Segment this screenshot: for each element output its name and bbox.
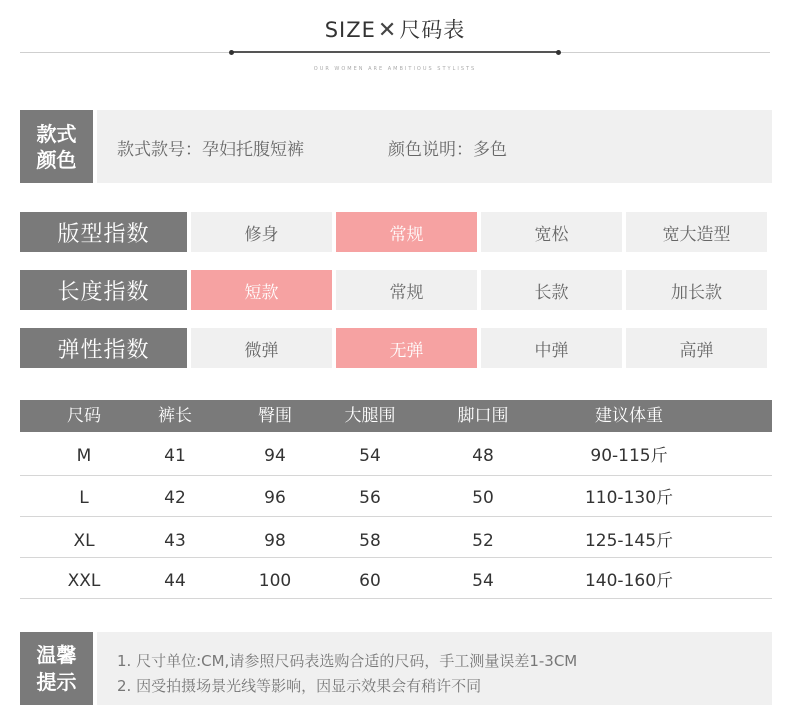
table-cell: 43 <box>164 531 186 551</box>
header-divider-accent <box>233 51 558 53</box>
close-x-icon: ✕ <box>377 18 398 43</box>
table-cell: 94 <box>264 446 286 466</box>
table-cell: 110-130斤 <box>584 488 674 508</box>
table-cell: XL <box>73 531 95 551</box>
index-option-0-3: 宽大造型 <box>626 212 767 252</box>
size-table-header <box>20 400 772 432</box>
table-cell: 50 <box>472 488 494 508</box>
index-option-2-2: 中弹 <box>481 328 622 368</box>
index-option-1-3: 加长款 <box>626 270 767 310</box>
info-label <box>20 110 93 183</box>
index-label-0: 版型指数 <box>20 212 187 252</box>
note-line-1: 1. 尺寸单位:CM,请参照尺码表选购合适的尺码，手工测量误差1-3CM <box>117 652 578 670</box>
style-number-text: 款式款号：孕妇托腹短裤 <box>117 140 304 160</box>
index-option-2-0: 微弹 <box>191 328 332 368</box>
notes-label-line1: 温馨 <box>36 642 77 667</box>
info-label-line2: 颜色 <box>36 147 77 172</box>
index-option-0-0: 修身 <box>191 212 332 252</box>
table-header-cell: 建议体重 <box>595 406 663 426</box>
divider-dot-right-icon <box>556 50 561 55</box>
index-label-1: 长度指数 <box>20 270 187 310</box>
table-cell: 44 <box>164 571 186 591</box>
index-option-0-1: 常规 <box>336 212 477 252</box>
table-cell: 42 <box>164 488 186 508</box>
tagline: OUR WOMEN ARE AMBITIOUS STYLISTS <box>313 66 477 72</box>
color-desc-text: 颜色说明：多色 <box>388 140 507 160</box>
notes-label <box>20 632 93 705</box>
index-option-1-2: 长款 <box>481 270 622 310</box>
divider-dot-left-icon <box>229 50 234 55</box>
index-option-2-3: 高弹 <box>626 328 767 368</box>
table-header-cell: 裤长 <box>158 406 192 426</box>
table-row-divider <box>20 516 772 517</box>
table-row-divider <box>20 557 772 558</box>
table-cell: 90-115斤 <box>590 446 668 466</box>
table-cell: 58 <box>359 531 381 551</box>
page-title <box>0 14 790 44</box>
table-cell: 98 <box>264 531 286 551</box>
title-cn: 尺码表 <box>399 18 466 42</box>
index-label-2: 弹性指数 <box>20 328 187 368</box>
table-cell: 125-145斤 <box>584 531 674 551</box>
table-row-divider <box>20 475 772 476</box>
table-cell: 96 <box>264 488 286 508</box>
table-cell: M <box>76 446 92 466</box>
table-cell: 52 <box>472 531 494 551</box>
table-header-cell: 尺码 <box>67 406 101 426</box>
table-cell: 48 <box>472 446 494 466</box>
table-cell: 54 <box>472 571 494 591</box>
table-row-divider <box>20 598 772 599</box>
table-header-cell: 脚口围 <box>457 406 509 426</box>
table-header-cell: 大腿围 <box>344 406 396 426</box>
table-cell: 56 <box>359 488 381 508</box>
note-line-2: 2. 因受拍摄场景光线等影响，因显示效果会有稍许不同 <box>117 677 482 695</box>
index-option-0-2: 宽松 <box>481 212 622 252</box>
notes-label-line2: 提示 <box>36 669 77 694</box>
index-option-2-1: 无弹 <box>336 328 477 368</box>
title-en: SIZE <box>324 18 376 42</box>
table-cell: 100 <box>258 571 292 591</box>
table-header-cell: 臀围 <box>258 406 292 426</box>
table-cell: XXL <box>67 571 101 591</box>
table-cell: 54 <box>359 446 381 466</box>
table-cell: 41 <box>164 446 186 466</box>
table-cell: 60 <box>359 571 381 591</box>
index-option-1-0: 短款 <box>191 270 332 310</box>
table-cell: L <box>79 488 89 508</box>
index-option-1-1: 常规 <box>336 270 477 310</box>
table-cell: 140-160斤 <box>584 571 674 591</box>
info-label-line1: 款式 <box>36 121 77 146</box>
